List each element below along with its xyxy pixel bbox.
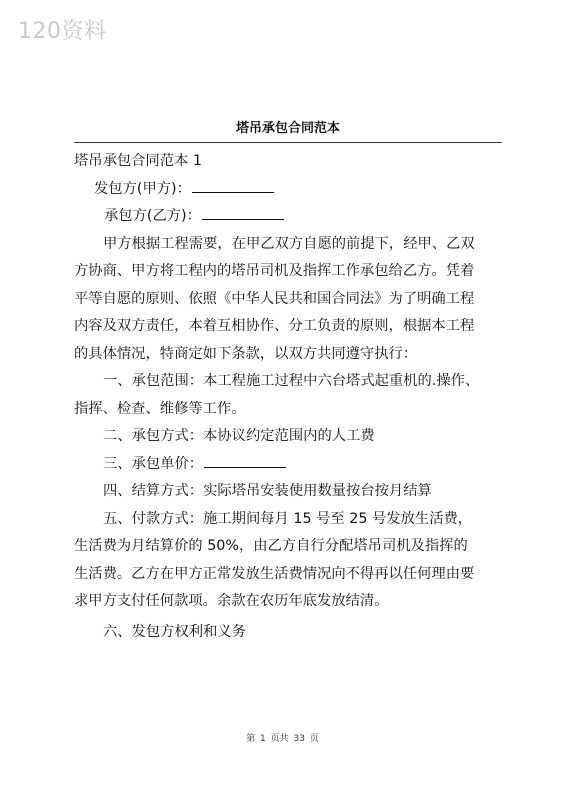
clause-5-line: 生活费。乙方在甲方正常发放生活费情况向不得再以任何理由要: [74, 565, 475, 582]
clause-3-blank: [204, 453, 286, 468]
clause-6: 六、发包方权利和义务: [103, 623, 246, 640]
clause-3-label: 三、承包单价：: [103, 455, 204, 472]
page-number: 第 1 页共 33 页: [246, 734, 319, 744]
party-a-line: [74, 176, 508, 204]
clause-3-line: [74, 451, 508, 479]
document-body: [74, 148, 508, 646]
clause-5-line: 五、付款方式：施工期间每月 15 号至 25 号发放生活费，: [103, 510, 473, 527]
clause-4: 四、结算方式：实际塔吊安装使用数量按台按月结算: [103, 483, 432, 499]
intro-line: 平等自愿的原则、依照《中华人民共和国合同法》为了明确工程: [74, 290, 475, 307]
intro-line: 甲方根据工程需要，在甲乙双方自愿的前提下，经甲、乙双: [103, 235, 475, 252]
intro-line: 方协商、甲方将工程内的塔吊司机及指挥工作承包给乙方。凭着: [74, 263, 475, 279]
header-divider: [74, 142, 502, 143]
page-header-title: 塔吊承包合同范本: [235, 121, 340, 136]
intro-line: 的具体情况，特商定如下条款，以双方共同遵守执行：: [74, 345, 418, 362]
clause-1-line: 指挥、检查、维修等工作。: [74, 400, 246, 417]
party-a-blank: [192, 178, 274, 193]
clause-1-line: 一、承包范围：本工程施工过程中六台塔式起重机的.操作、: [103, 373, 480, 389]
party-a-label: 发包方(甲方)：: [94, 180, 191, 197]
clause-2: 二、承包方式：本协议约定范围内的人工费: [103, 428, 375, 444]
party-b-label: 承包方(乙方)：: [104, 208, 201, 224]
party-b-line: [74, 203, 508, 231]
intro-line: 内容及双方责任，本着互相协作、分工负责的原则，根据本工程: [74, 318, 475, 334]
watermark-logo: 120资料: [18, 19, 107, 44]
clause-5-line: 求甲方支付任何款项。余款在农历年底发放结清。: [74, 593, 389, 609]
document-title: 塔吊承包合同范本 1: [74, 153, 203, 169]
party-b-blank: [202, 205, 284, 220]
clause-5-line: 生活费为月结算价的 50%，由乙方自行分配塔吊司机及指挥的: [74, 538, 468, 554]
